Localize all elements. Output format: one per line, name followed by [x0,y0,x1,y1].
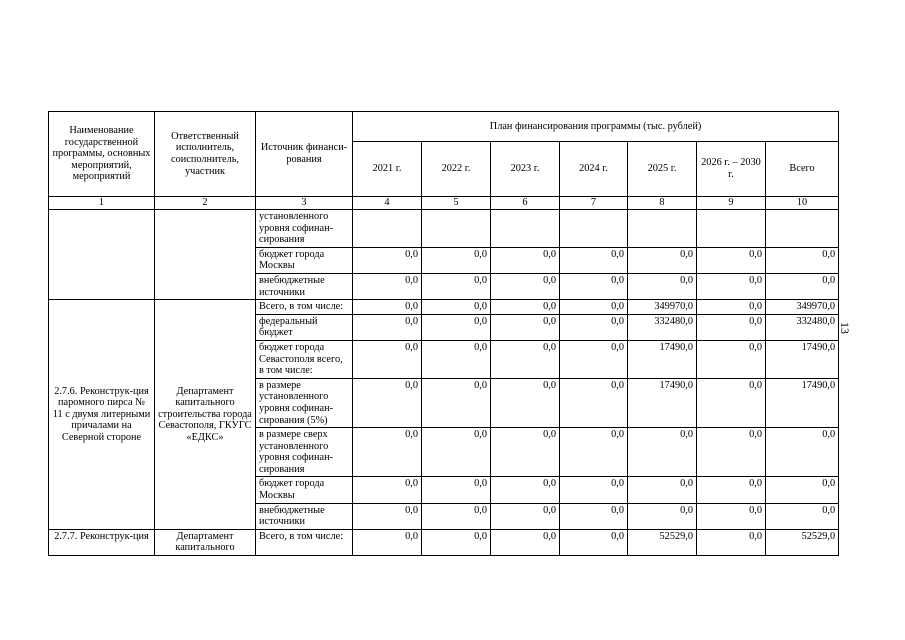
value-cell: 0,0 [766,247,839,273]
value-cell: 0,0 [628,428,697,477]
value-cell: 0,0 [353,503,422,529]
value-cell: 0,0 [491,503,560,529]
value-cell: 0,0 [628,247,697,273]
value-cell: 0,0 [766,273,839,299]
source-cell: бюджет города Москвы [256,477,353,503]
column-index: 10 [766,197,839,210]
source-cell: бюджет города Москвы [256,247,353,273]
measure-name-cell: 2.7.6. Реконструк-ция паромного пирса № 11 с двумя литерными причалами на Северной стороне [49,300,155,530]
column-index: 8 [628,197,697,210]
value-cell: 0,0 [697,477,766,503]
value-cell: 0,0 [560,247,628,273]
value-cell: 0,0 [491,428,560,477]
value-cell: 0,0 [766,428,839,477]
source-cell: внебюджетные источники [256,273,353,299]
value-cell: 0,0 [560,340,628,378]
value-cell: 0,0 [491,314,560,340]
value-cell: 0,0 [491,300,560,315]
value-cell: 0,0 [697,300,766,315]
value-cell [766,210,839,248]
value-cell: 17490,0 [766,378,839,427]
value-cell: 0,0 [353,428,422,477]
value-cell: 349970,0 [766,300,839,315]
value-cell: 0,0 [697,378,766,427]
header-total: Всего [766,142,839,197]
header-executor: Ответственный исполнитель, соисполнитель, участник [155,112,256,197]
value-cell: 52529,0 [628,529,697,555]
value-cell: 0,0 [422,300,491,315]
header-plan-title: План финансирования программы (тыс. рублей) [353,112,839,142]
value-cell: 0,0 [422,503,491,529]
value-cell: 0,0 [766,477,839,503]
value-cell: 52529,0 [766,529,839,555]
value-cell: 0,0 [491,340,560,378]
value-cell: 0,0 [560,273,628,299]
value-cell: 349970,0 [628,300,697,315]
column-index: 3 [256,197,353,210]
value-cell: 0,0 [353,273,422,299]
executor-cell: Департамент капитального строительства города Севастополя, ГКУГС «ЕДКС» [155,300,256,530]
value-cell: 332480,0 [628,314,697,340]
value-cell: 0,0 [353,378,422,427]
header-year: 2022 г. [422,142,491,197]
value-cell: 0,0 [422,273,491,299]
value-cell: 0,0 [560,314,628,340]
value-cell: 0,0 [697,340,766,378]
table-row [49,210,839,248]
value-cell: 0,0 [491,529,560,555]
value-cell: 0,0 [353,314,422,340]
column-index: 5 [422,197,491,210]
executor-cell [155,210,256,300]
value-cell [422,210,491,248]
value-cell: 0,0 [697,273,766,299]
value-cell: 0,0 [491,477,560,503]
value-cell: 0,0 [491,378,560,427]
value-cell: 0,0 [422,428,491,477]
column-index: 7 [560,197,628,210]
value-cell: 0,0 [560,300,628,315]
value-cell: 0,0 [422,477,491,503]
value-cell: 0,0 [422,378,491,427]
measure-name-cell: 2.7.7. Реконструк-ция [49,529,155,555]
value-cell [353,210,422,248]
source-cell: Всего, в том числе: [256,529,353,555]
value-cell: 0,0 [697,428,766,477]
page-number: 13 [838,322,852,334]
column-index: 9 [697,197,766,210]
column-index: 1 [49,197,155,210]
value-cell [491,210,560,248]
value-cell: 0,0 [560,503,628,529]
value-cell: 0,0 [422,529,491,555]
value-cell: 0,0 [766,503,839,529]
header-year: 2024 г. [560,142,628,197]
value-cell: 0,0 [560,428,628,477]
source-cell: Всего, в том числе: [256,300,353,315]
value-cell: 0,0 [560,378,628,427]
measure-name-cell [49,210,155,300]
value-cell: 0,0 [697,247,766,273]
header-year: 2026 г. – 2030 г. [697,142,766,197]
header-year: 2023 г. [491,142,560,197]
value-cell: 0,0 [491,273,560,299]
source-cell: в размере установленного уровня софинан-сирования (5%) [256,378,353,427]
value-cell: 0,0 [353,529,422,555]
column-index: 4 [353,197,422,210]
value-cell: 0,0 [628,503,697,529]
value-cell: 0,0 [491,247,560,273]
header-year: 2021 г. [353,142,422,197]
value-cell [628,210,697,248]
financing-table [48,111,839,556]
source-cell: внебюджетные источники [256,503,353,529]
header-year: 2025 г. [628,142,697,197]
source-cell: установленного уровня софинан-сирования [256,210,353,248]
value-cell: 0,0 [560,477,628,503]
value-cell: 332480,0 [766,314,839,340]
source-cell: бюджет города Севастополя всего, в том числе: [256,340,353,378]
table-row [49,300,839,315]
source-cell: федеральный бюджет [256,314,353,340]
executor-cell: Департамент капитального [155,529,256,555]
value-cell: 17490,0 [766,340,839,378]
header-source: Источник финанси-рования [256,112,353,197]
value-cell: 0,0 [422,247,491,273]
table-row [49,529,839,555]
value-cell: 0,0 [422,340,491,378]
value-cell: 17490,0 [628,340,697,378]
value-cell: 17490,0 [628,378,697,427]
column-index: 2 [155,197,256,210]
value-cell: 0,0 [628,273,697,299]
value-cell: 0,0 [628,477,697,503]
value-cell: 0,0 [353,340,422,378]
value-cell: 0,0 [353,300,422,315]
value-cell: 0,0 [697,314,766,340]
column-index: 6 [491,197,560,210]
value-cell: 0,0 [697,529,766,555]
value-cell: 0,0 [353,477,422,503]
header-name: Наименование государственной программы, основных мероприятий, мероприятий [49,112,155,197]
column-index-row [49,197,839,210]
value-cell [697,210,766,248]
source-cell: в размере сверх установленного уровня софинан-сирования [256,428,353,477]
value-cell: 0,0 [697,503,766,529]
value-cell [560,210,628,248]
value-cell: 0,0 [560,529,628,555]
value-cell: 0,0 [422,314,491,340]
value-cell: 0,0 [353,247,422,273]
